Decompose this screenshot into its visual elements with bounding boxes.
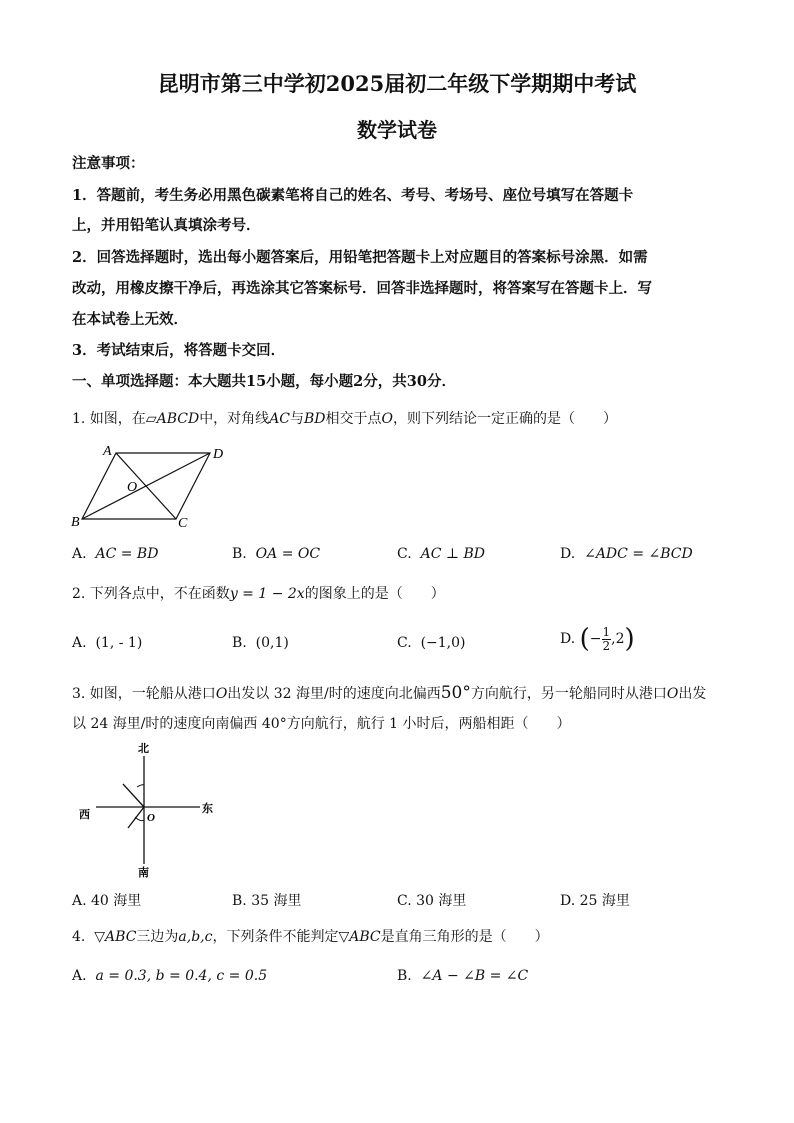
q2-option-b[interactable]: B. (0,1): [232, 635, 289, 651]
question-2-stem: 2. 下列各点中，不在函数y = 1 − 2x的图象上的是（ ）: [72, 586, 445, 602]
question-3-line-1: 3. 如图，一轮船从港口O出发以 32 海里/时的速度向北偏西50°方向航行，另一轮船同时从港口O出发: [72, 683, 707, 703]
section-1-heading: 一、单项选择题：本大题共15小题，每小题2分，共30分．: [72, 373, 456, 390]
right-paren-icon: ): [624, 624, 635, 654]
west-label: 西: [79, 808, 90, 821]
exam-title: 昆明市第三中学初2025届初二年级下学期期中考试: [157, 71, 637, 96]
q3-option-d[interactable]: D. 25 海里: [560, 893, 630, 909]
parallelogram-symbol: ▱ABCD: [145, 411, 200, 427]
vertex-label-b: B: [71, 515, 80, 530]
question-3-line-2: 以 24 海里/时的速度向南偏西 40°方向航行，航行 1 小时后，两船相距（ ）: [72, 716, 571, 732]
question-1-stem: 1. 如图，在▱ABCD中，对角线AC与BD相交于点O，则下列结论一定正确的是（ ）: [72, 411, 618, 427]
fraction-one-half: $\frac{1}{2}$: [602, 624, 611, 653]
intersection-label-o: O: [127, 480, 138, 495]
q1-option-d[interactable]: D. ∠ADC = ∠BCD: [560, 546, 693, 562]
q2-option-d[interactable]: D. (− $\frac{1}{2}$ ,2): [560, 624, 635, 654]
north-label: 北: [138, 742, 149, 755]
q2-option-a[interactable]: A. (1, - 1): [72, 635, 143, 651]
exam-subtitle: 数学试卷: [357, 118, 437, 142]
q1-option-c[interactable]: C. AC ⊥ BD: [397, 546, 485, 562]
q1-option-a[interactable]: A. AC = BD: [72, 546, 159, 562]
q3-option-a[interactable]: A. 40 海里: [72, 893, 142, 909]
compass-figure: [72, 740, 222, 880]
parallelogram-figure: [66, 440, 236, 535]
note-2-line-3: 在本试卷上无效．: [72, 311, 188, 328]
question-4-stem: 4. ▽ABC三边为a,b,c，下列条件不能判定▽ABC是直角三角形的是（ ）: [72, 929, 549, 945]
note-2-line-1: 2．回答选择题时，选出每小题答案后，用铅笔把答题卡上对应题目的答案标号涂黑．如需: [72, 249, 648, 266]
q3-option-b[interactable]: B. 35 海里: [232, 893, 302, 909]
note-1-line-1: 1．答题前，考生务必用黑色碳素笔将自己的姓名、考号、考场号、座位号填写在答题卡: [72, 187, 634, 204]
q4-option-b[interactable]: B. ∠A − ∠B = ∠C: [397, 968, 529, 984]
vertex-label-a: A: [103, 444, 112, 459]
q2-option-c[interactable]: C. (−1,0): [397, 635, 466, 651]
notes-heading: 注意事项：: [72, 155, 145, 172]
vertex-label-d: D: [213, 447, 224, 462]
q3-option-c[interactable]: C. 30 海里: [397, 893, 467, 909]
note-3: 3．考试结束后，将答题卡交回．: [72, 342, 286, 359]
origin-label-o: O: [147, 812, 155, 824]
function-expression: y = 1 − 2x: [229, 586, 305, 602]
east-label: 东: [202, 802, 213, 815]
note-1-line-2: 上，并用铅笔认真填涂考号．: [72, 217, 261, 234]
q4-option-a[interactable]: A. a = 0.3, b = 0.4, c = 0.5: [72, 968, 268, 984]
vertex-label-c: C: [178, 516, 188, 531]
left-paren-icon: (: [579, 624, 590, 654]
note-2-line-2: 改动，用橡皮擦干净后，再选涂其它答案标号．回答非选择题时，将答案写在答题卡上．写: [72, 280, 652, 297]
q1-option-b[interactable]: B. OA = OC: [232, 546, 321, 562]
south-label: 南: [138, 866, 149, 879]
